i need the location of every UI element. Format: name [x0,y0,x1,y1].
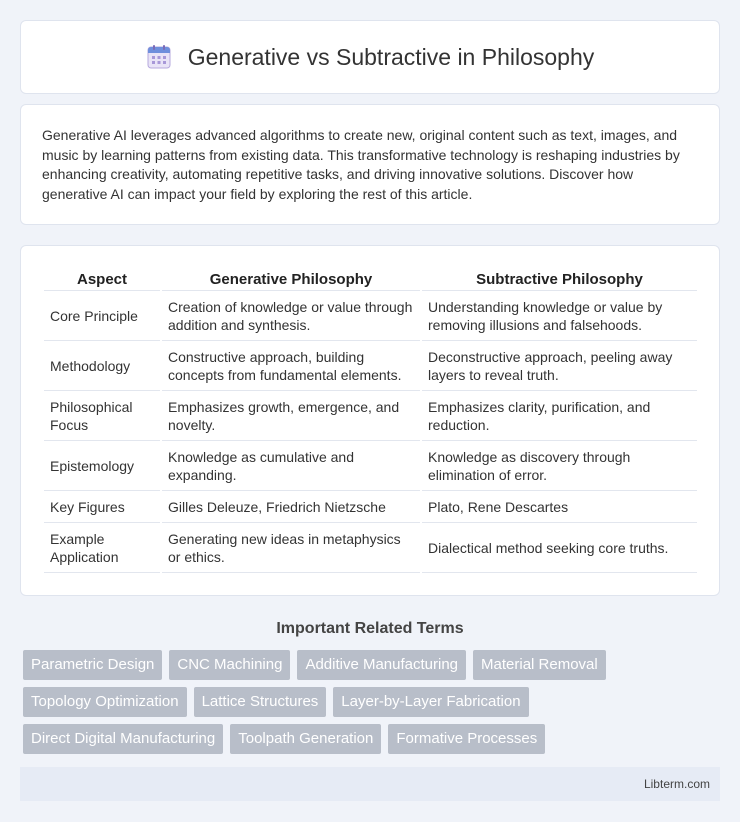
table-cell-generative: Creation of knowledge or value through addition and synthesis. [162,293,420,341]
related-term-tag[interactable]: Toolpath Generation [230,724,381,754]
related-term-tag[interactable]: Parametric Design [23,650,162,680]
table-row [44,443,697,491]
table-row [44,343,697,391]
table-cell-generative: Knowledge as cumulative and expanding. [162,443,420,491]
related-terms-title: Important Related Terms [276,620,464,637]
column-header-aspect: Aspect [44,268,160,291]
related-term-tag[interactable]: Formative Processes [388,724,545,754]
intro-card [20,104,720,225]
related-term-tag[interactable]: Layer-by-Layer Fabrication [333,687,528,717]
table-cell-subtractive: Understanding knowledge or value by removing illusions and falsehoods. [422,293,697,341]
table-cell-aspect: Key Figures [44,493,160,523]
column-header-subtractive: Subtractive Philosophy [422,268,697,291]
table-cell-subtractive: Knowledge as discovery through elimination of error. [422,443,697,491]
table-cell-generative: Gilles Deleuze, Friedrich Nietzsche [162,493,420,523]
comparison-table [42,266,699,575]
table-row [44,525,697,573]
table-cell-subtractive: Deconstructive approach, peeling away layers to reveal truth. [422,343,697,391]
header-card [20,20,720,94]
table-cell-aspect: Core Principle [44,293,160,341]
related-term-tag[interactable]: Additive Manufacturing [297,650,466,680]
calendar-icon [146,44,172,70]
related-term-tag[interactable]: CNC Machining [169,650,290,680]
footer-site-link[interactable]: Libterm.com [643,777,710,791]
table-cell-aspect: Epistemology [44,443,160,491]
table-cell-subtractive: Dialectical method seeking core truths. [422,525,697,573]
column-header-generative: Generative Philosophy [162,268,420,291]
related-term-tag[interactable]: Lattice Structures [194,687,327,717]
table-cell-generative: Constructive approach, building concepts from fundamental elements. [162,343,420,391]
table-cell-aspect: Example Application [44,525,160,573]
comparison-table-card [20,245,720,596]
page-title: Generative vs Subtractive in Philosophy [187,43,595,70]
table-cell-subtractive: Emphasizes clarity, purification, and reduction. [422,393,697,441]
table-cell-generative: Emphasizes growth, emergence, and novelty. [162,393,420,441]
related-term-tag[interactable]: Direct Digital Manufacturing [23,724,223,754]
intro-text: Generative AI leverages advanced algorithms to create new, original content such as text, images, and music by learning patterns from existing data. This transformative technology is reshaping industries by enhancing creativity, automating repetitive tasks, and driving innovative solutions. Discover how generative AI can impact your field by exploring the rest of this article. [42,127,680,202]
table-row [44,293,697,341]
table-cell-generative: Generating new ideas in metaphysics or ethics. [162,525,420,573]
table-cell-subtractive: Plato, Rene Descartes [422,493,697,523]
table-cell-aspect: Methodology [44,343,160,391]
table-row [44,393,697,441]
related-terms-list [20,650,720,754]
table-cell-aspect: Philosophical Focus [44,393,160,441]
table-header-row [44,268,697,291]
footer [20,767,720,801]
related-term-tag[interactable]: Topology Optimization [23,687,187,717]
table-row [44,493,697,523]
related-term-tag[interactable]: Material Removal [473,650,606,680]
